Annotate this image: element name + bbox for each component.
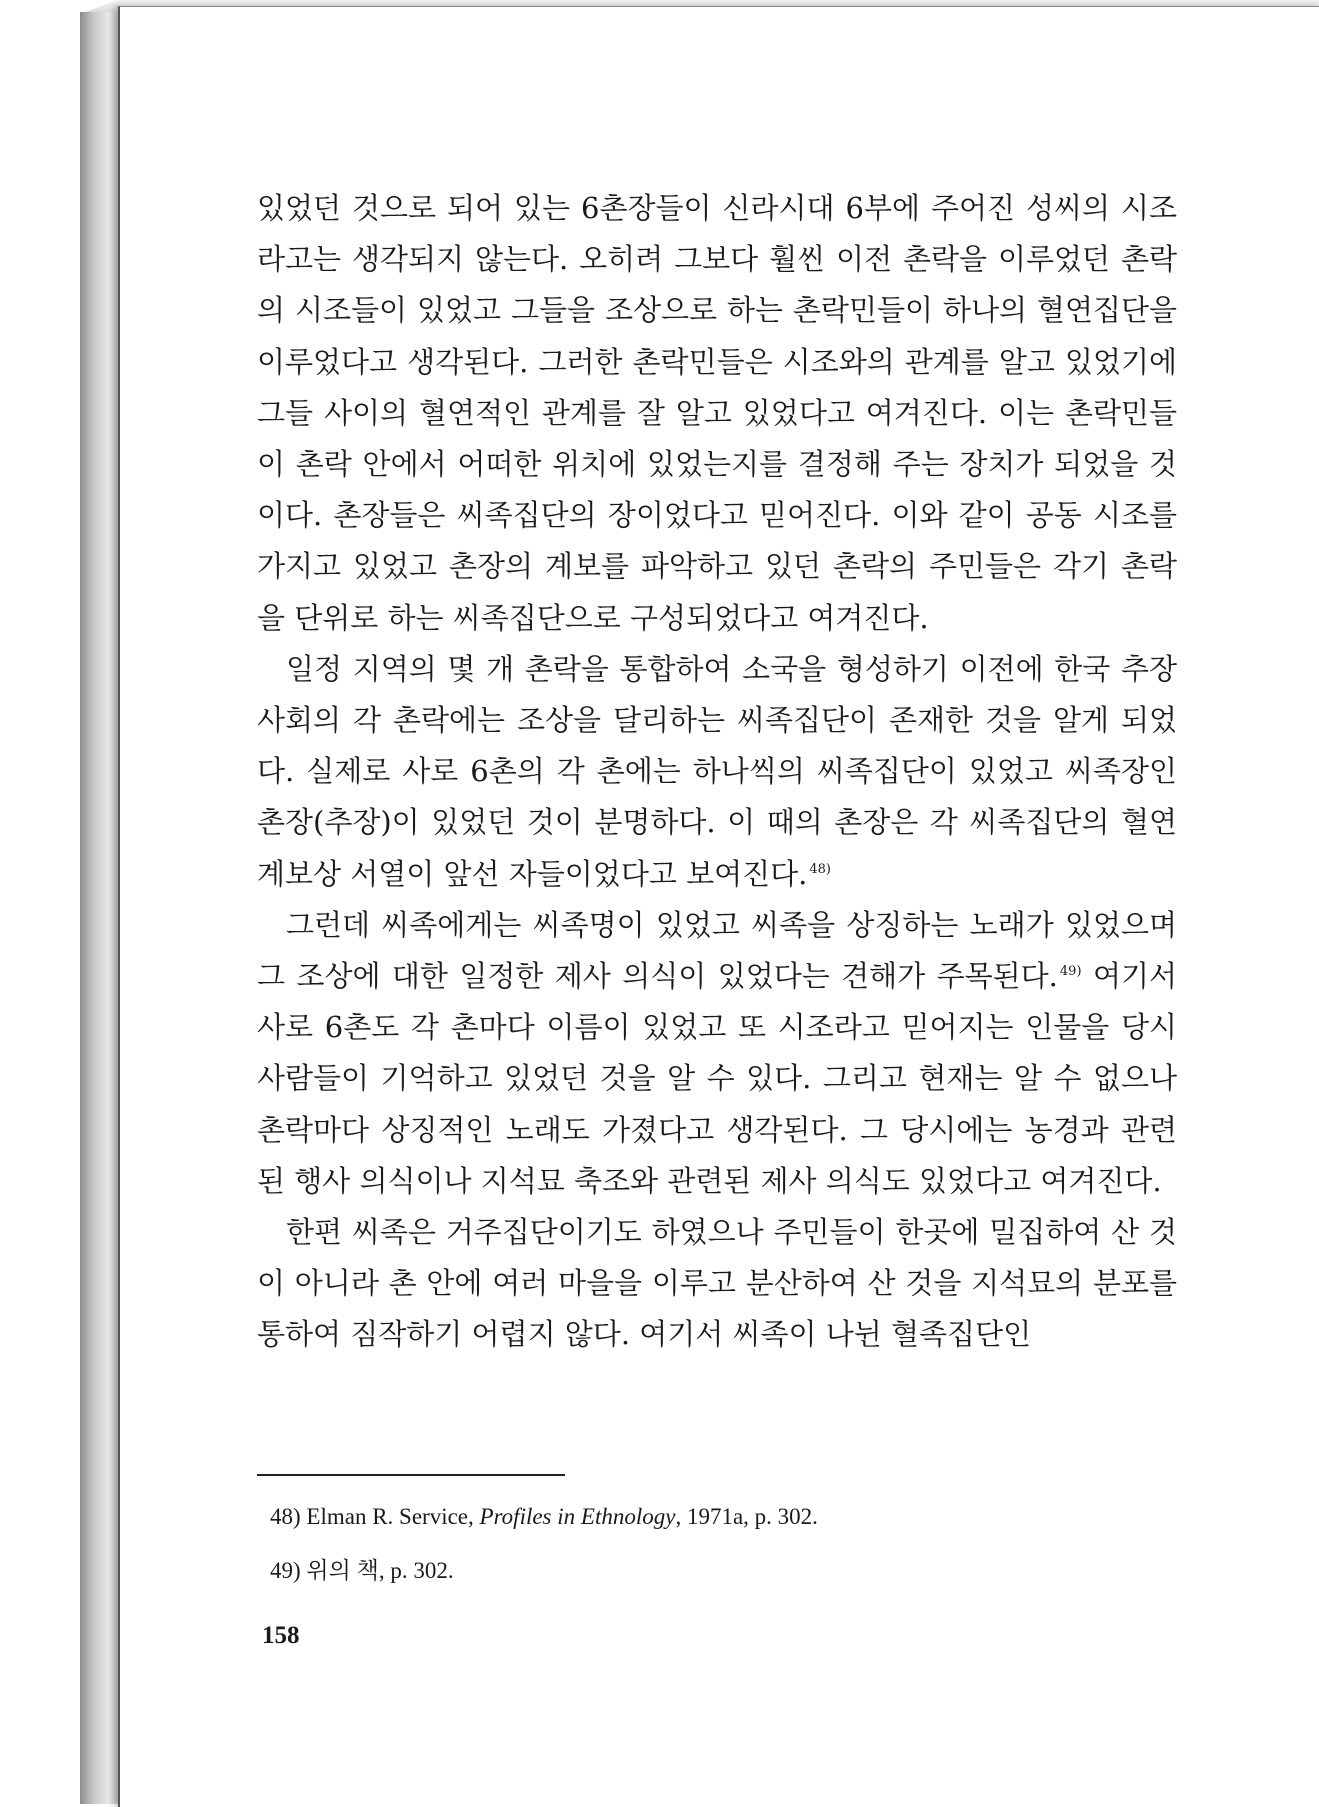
footnote-divider — [257, 1474, 565, 1476]
footnote-48-title: Profiles in Ethnology — [479, 1504, 676, 1529]
footnote-ref-48[interactable]: 48) — [809, 861, 831, 877]
paragraph-3 — [257, 900, 1177, 1207]
footnote-48-number: 48) — [270, 1504, 301, 1529]
paragraph-4 — [257, 1207, 1177, 1361]
footnote-49-number: 49) — [270, 1558, 301, 1583]
paragraph-3-text: 그런데 씨족에게는 씨족명이 있었고 씨족을 상징하는 노래가 있었으며 그 조상에 대한 일정한 제사 의식이 있었다는 견해가 주목된다. — [257, 907, 1177, 994]
body-text — [257, 183, 1177, 1361]
footnote-49 — [270, 1544, 1170, 1598]
paragraph-4-text: 한편 씨족은 거주집단이기도 하였으나 주민들이 한곳에 밀집하여 산 것이 아니라 촌 안에 여러 마을을 이루고 분산하여 산 것을 지석묘의 분포를 통하여 짐작하기 어렵지 않다. 여기서 씨족이 나뉜 혈족집단인 — [257, 1215, 1177, 1352]
footnote-49-author: 위의 책, — [306, 1558, 385, 1583]
footnote-48-rest: , 1971a, p. 302. — [675, 1504, 818, 1529]
book-spine — [80, 12, 120, 1804]
paragraph-3-continuation: 여기서 사로 6촌도 각 촌마다 이름이 있었고 또 시조라고 믿어지는 인물을 당시 사람들이 기억하고 있었던 것을 알 수 있다. 그리고 현재는 알 수 없으나 촌락마다 상징적인 노래도 가졌다고 생각된다. 그 당시에는 농경과 관련된 행사 의식이나 지석묘 축조와 관련된 제사 의식도 있었다고 여겨진다. — [257, 959, 1177, 1198]
footnote-48-author: Elman R. Service, — [306, 1504, 474, 1529]
footnote-49-rest: p. 302. — [384, 1558, 454, 1583]
footnotes — [270, 1490, 1170, 1598]
paragraph-2 — [257, 644, 1177, 900]
paragraph-1-text: 있었던 것으로 되어 있는 6촌장들이 신라시대 6부에 주어진 성씨의 시조라고는 생각되지 않는다. 오히려 그보다 훨씬 이전 촌락을 이루었던 촌락의 시조들이 있었고 그들을 조상으로 하는 촌락민들이 하나의 혈연집단을 이루었다고 생각된다. 그러한 촌락민들은 시조와의 관계를 알고 있었기에 그들 사이의 혈연적인 관계를 잘 알고 있었다고 여겨진다. 이는 촌락민들이 촌락 안에서 어떠한 위치에 있었는지를 결정해 주는 장치가 되었을 것이다. 촌장들은 씨족집단의 장이었다고 믿어진다. 이와 같이 공동 시조를 가지고 있었고 촌장의 계보를 파악하고 있던 촌락의 주민들은 각기 촌락을 단위로 하는 씨족집단으로 구성되었다고 여겨진다. — [257, 191, 1177, 635]
page-number: 158 — [262, 1622, 300, 1649]
paragraph-2-text: 일정 지역의 몇 개 촌락을 통합하여 소국을 형성하기 이전에 한국 추장사회의 각 촌락에는 조상을 달리하는 씨족집단이 존재한 것을 알게 되었다. 실제로 사로 6촌의 각 촌에는 하나씩의 씨족집단이 있었고 씨족장인 촌장(추장)이 있었던 것이 분명하다. 이 때의 촌장은 각 씨족집단의 혈연계보상 서열이 앞선 자들이었다고 보여진다. — [257, 651, 1177, 891]
footnote-48 — [270, 1490, 1170, 1544]
footnote-ref-49[interactable]: 49) — [1059, 964, 1082, 980]
paragraph-1 — [257, 183, 1177, 644]
